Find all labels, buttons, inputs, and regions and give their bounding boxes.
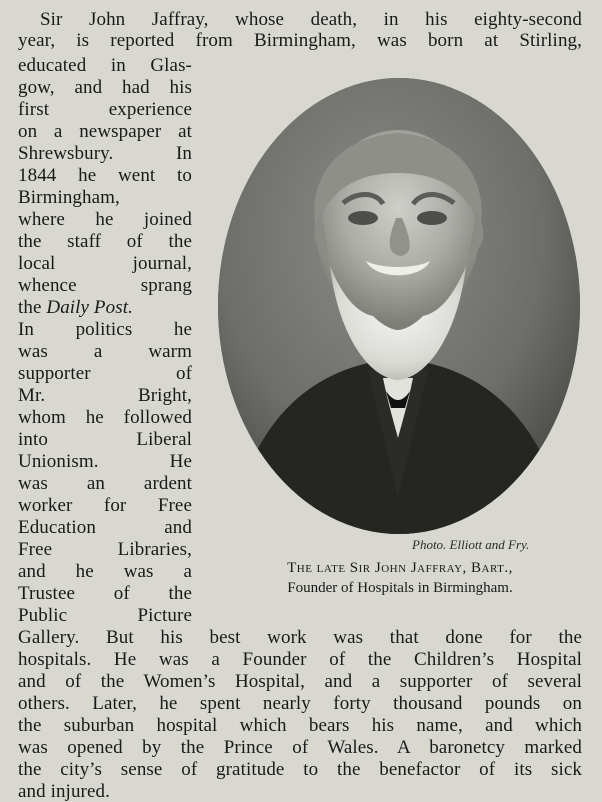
article-line-12: local journal, xyxy=(18,253,192,274)
article-line-23: worker for Free xyxy=(18,495,192,516)
article-line-3: educated in Glas- xyxy=(18,55,192,76)
article-line-26: and he was a xyxy=(18,561,192,582)
photo-caption-title: The late Sir John Jaffray, Bart., xyxy=(287,560,513,576)
article-line-14-start: the xyxy=(18,297,47,318)
right-eye xyxy=(417,211,447,225)
article-line-32: others. Later, he spent nearly forty thousand pounds on xyxy=(18,693,582,714)
article-line-16: was a warm xyxy=(18,341,192,362)
article-line-29: Gallery. But his best work was that done for the xyxy=(18,627,582,648)
article-line-10: where he joined xyxy=(18,209,192,230)
article-line-27: Trustee of the xyxy=(18,583,192,604)
article-line-28: Public Picture xyxy=(18,605,192,626)
article-line-6: on a newspaper at xyxy=(18,121,192,142)
article-line-36: and injured. xyxy=(18,781,110,802)
article-line-5: first experience xyxy=(18,99,192,120)
article-line-33: the suburban hospital which bears his name, and which xyxy=(18,715,582,736)
daily-post-title: Daily Post. xyxy=(46,297,133,318)
article-line-31: and of the Women’s Hospital, and a supporter of several xyxy=(18,671,582,692)
article-line-8: 1844 he went to xyxy=(18,165,192,186)
portrait-photo xyxy=(218,78,580,534)
article-line-14 xyxy=(18,298,192,318)
article-line-2: year, is reported from Birmingham, was born at Stirling, xyxy=(18,30,582,51)
article-line-13: whence sprang xyxy=(18,275,192,296)
left-eye xyxy=(348,211,378,225)
article-line-20: into Liberal xyxy=(18,429,192,450)
article-line-22: was an ardent xyxy=(18,473,192,494)
article-line-34: was opened by the Prince of Wales. A baronetcy marked xyxy=(18,737,582,758)
portrait-illustration xyxy=(218,78,580,534)
article-line-25: Free Libraries, xyxy=(18,539,192,560)
article-line-7: Shrewsbury. In xyxy=(18,143,192,164)
article-line-35: the city’s sense of gratitude to the benefactor of its sick xyxy=(18,759,582,780)
photo-credit: Photo. Elliott and Fry. xyxy=(412,537,530,552)
photo-caption-subtitle: Founder of Hospitals in Birmingham. xyxy=(287,580,513,596)
article-line-30: hospitals. He was a Founder of the Children’s Hospital xyxy=(18,649,582,670)
article-line-18: Mr. Bright, xyxy=(18,385,192,406)
article-line-1: Sir John Jaffray, whose death, in his eighty-second xyxy=(40,9,582,30)
article-line-9: Birmingham, xyxy=(18,187,120,208)
article-line-24: Education and xyxy=(18,517,192,538)
article-line-11: the staff of the xyxy=(18,231,192,252)
article-line-15: In politics he xyxy=(18,319,192,340)
article-line-4: gow, and had his xyxy=(18,77,192,98)
article-line-19: whom he followed xyxy=(18,407,192,428)
article-line-21: Unionism. He xyxy=(18,451,192,472)
article-line-17: supporter of xyxy=(18,363,192,384)
